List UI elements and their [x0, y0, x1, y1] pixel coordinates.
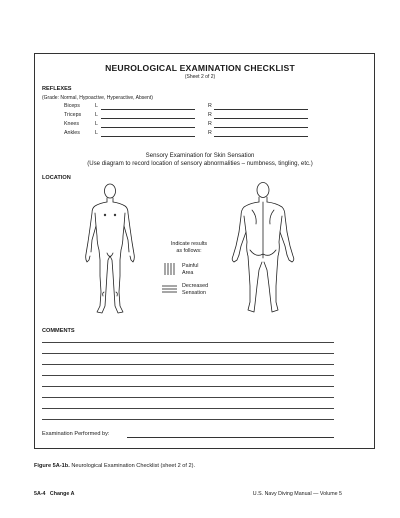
- location-heading: LOCATION: [42, 175, 71, 181]
- footer-left: 5A-4 Change A: [34, 491, 75, 497]
- decreased-sensation-swatch: [162, 285, 177, 295]
- right-label: R: [208, 121, 212, 127]
- comment-line[interactable]: [42, 408, 334, 409]
- sensory-instruction: (Use diagram to record location of sensory abnormalities – numbness, tingling, etc.): [87, 160, 313, 167]
- legend-painful-line1: Painful: [182, 263, 199, 269]
- reflex-row-knees: [0, 121, 400, 130]
- comment-line[interactable]: [42, 364, 334, 365]
- legend-intro-line1: Indicate results: [170, 241, 208, 247]
- left-blank[interactable]: [101, 118, 195, 119]
- reflex-name: Knees: [64, 121, 80, 127]
- figure-caption-label: Figure 5A-1b.: [34, 463, 70, 469]
- legend-painful-line2: Area: [182, 270, 194, 276]
- legend-intro-line2: as follows:: [176, 248, 202, 254]
- reflex-name: Triceps: [64, 112, 82, 118]
- exam-performed-signature-line[interactable]: [127, 437, 334, 438]
- reflex-row-triceps: [0, 112, 400, 121]
- exam-performed-label: Examination Performed by:: [42, 431, 110, 437]
- right-label: R: [208, 103, 212, 109]
- form-title: NEUROLOGICAL EXAMINATION CHECKLIST: [105, 63, 295, 73]
- reflex-row-ankles: [0, 130, 400, 139]
- left-label: L: [95, 103, 98, 109]
- reflex-name: Ankles: [64, 130, 80, 136]
- figure-caption: [34, 463, 195, 469]
- reflexes-heading: REFLEXES: [42, 86, 72, 92]
- right-label: R: [208, 130, 212, 136]
- sensory-section: [0, 152, 400, 168]
- comment-line[interactable]: [42, 375, 334, 376]
- left-blank[interactable]: [101, 136, 195, 137]
- comment-line[interactable]: [42, 342, 334, 343]
- figure-caption-text: Neurological Examination Checklist (sheet 2 of 2).: [71, 463, 196, 469]
- reflex-row-biceps: [0, 103, 400, 112]
- left-label: L: [95, 121, 98, 127]
- right-blank[interactable]: [214, 109, 308, 110]
- comment-line[interactable]: [42, 353, 334, 354]
- legend-decreased-line1: Decreased: [182, 283, 209, 289]
- sheet-number: (Sheet 2 of 2): [184, 74, 216, 80]
- comment-line[interactable]: [42, 419, 334, 420]
- left-label: L: [95, 130, 98, 136]
- legend-intro: [160, 241, 218, 255]
- left-blank[interactable]: [101, 109, 195, 110]
- right-blank[interactable]: [214, 118, 308, 119]
- right-blank[interactable]: [214, 136, 308, 137]
- grade-note: (Grade: Normal, Hypoactive, Hyperactive, Absent): [42, 95, 153, 101]
- comments-heading: COMMENTS: [42, 328, 75, 334]
- comment-line[interactable]: [42, 386, 334, 387]
- right-label: R: [208, 112, 212, 118]
- left-blank[interactable]: [101, 127, 195, 128]
- legend-decreased: [182, 283, 208, 297]
- legend-decreased-line2: Sensation: [182, 290, 206, 296]
- painful-area-swatch: [164, 263, 176, 275]
- right-blank[interactable]: [214, 127, 308, 128]
- legend-painful: [182, 263, 198, 277]
- left-label: L: [95, 112, 98, 118]
- sensory-title: Sensory Examination for Skin Sensation: [145, 152, 255, 159]
- body-front-figure[interactable]: [80, 180, 140, 320]
- body-back-figure[interactable]: [230, 180, 296, 320]
- comment-line[interactable]: [42, 397, 334, 398]
- footer-right: U.S. Navy Diving Manual — Volume 5: [252, 491, 342, 497]
- reflex-name: Biceps: [64, 103, 80, 109]
